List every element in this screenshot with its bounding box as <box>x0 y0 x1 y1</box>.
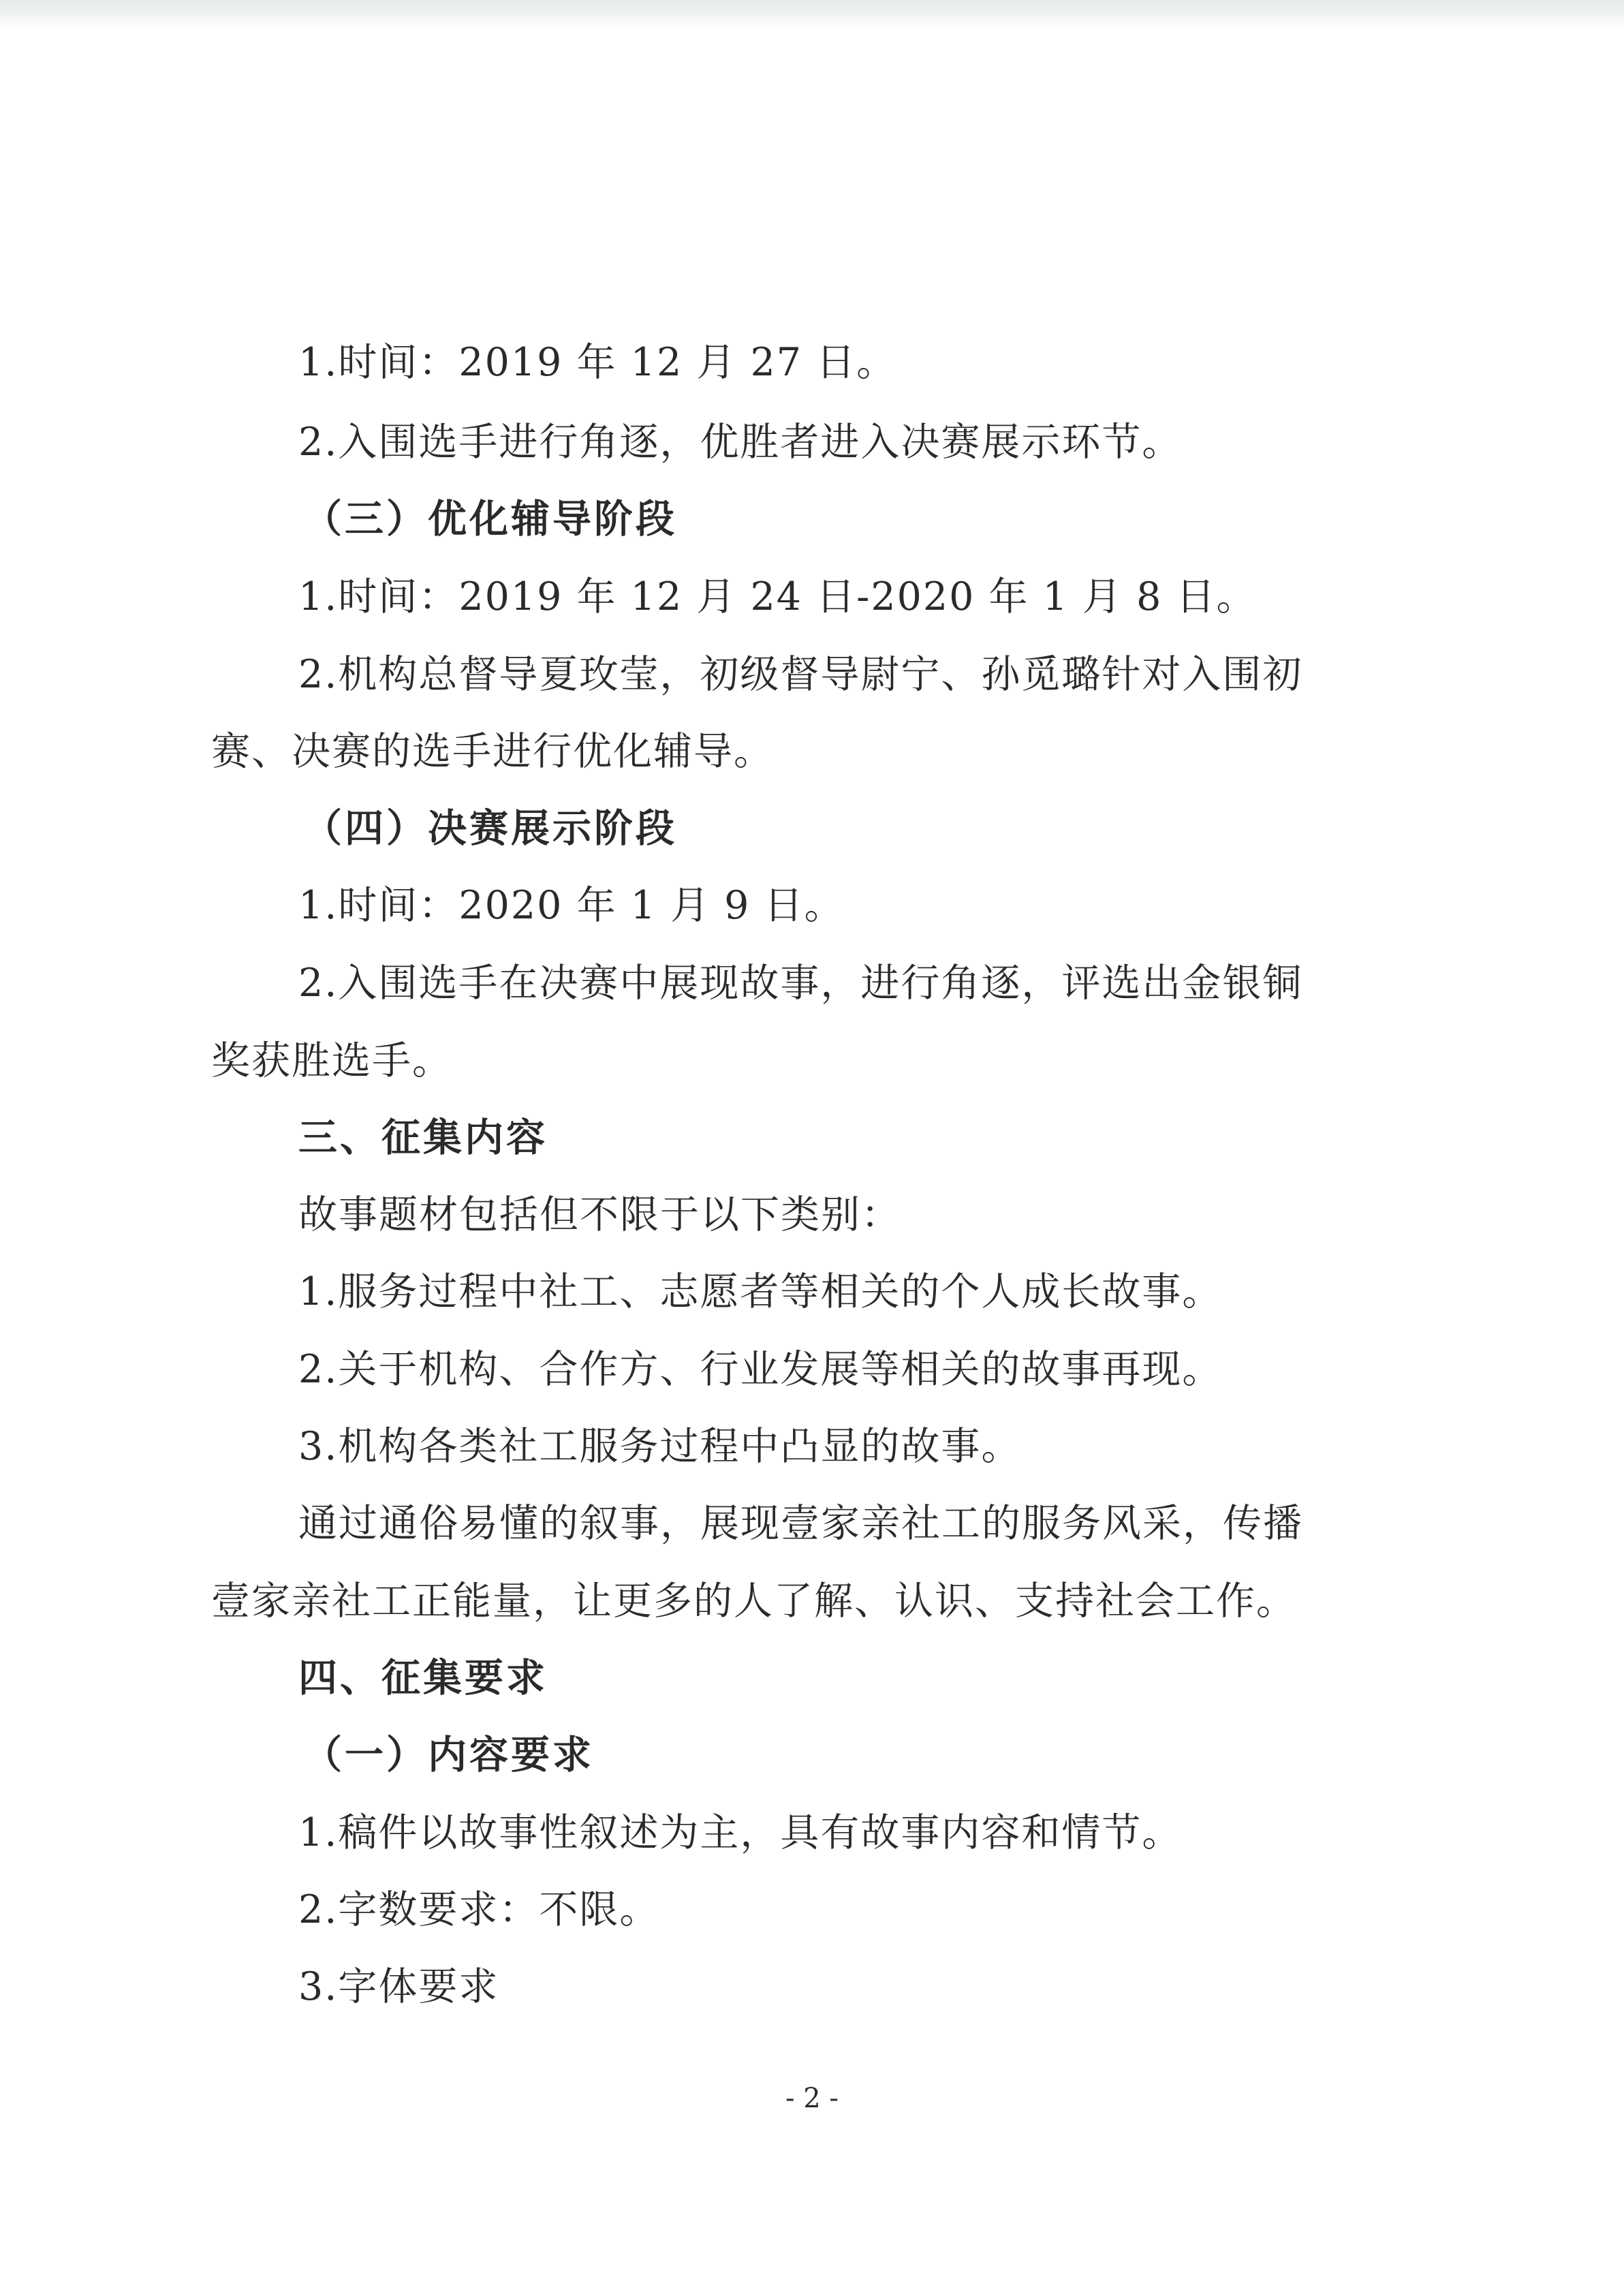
text-line: 3.机构各类社工服务过程中凸显的故事。 <box>298 1424 1022 1469</box>
text-line: 2.入围选手在决赛中展现故事，进行角逐，评选出金银铜 <box>298 961 1303 1006</box>
text-line: 1.时间：2019 年 12 月 24 日-2020 年 1 月 8 日。 <box>298 574 1257 619</box>
section-heading: 四、征集要求 <box>298 1656 548 1701</box>
text-line: 2.机构总督导夏玫莹，初级督导尉宁、孙觅璐针对入围初 <box>298 652 1303 697</box>
text-line: 1.时间：2020 年 1 月 9 日。 <box>298 883 845 928</box>
text-line: 1.稿件以故事性叙述为主，具有故事内容和情节。 <box>298 1810 1183 1855</box>
text-line: 故事题材包括但不限于以下类别： <box>298 1192 901 1237</box>
text-line: 1.时间：2019 年 12 月 27 日。 <box>298 340 897 385</box>
text-line: 2.字数要求：不限。 <box>298 1887 660 1932</box>
section-subheading: （四）决赛展示阶段 <box>303 806 677 851</box>
text-line: 赛、决赛的选手进行优化辅导。 <box>211 729 774 774</box>
text-line: 通过通俗易懂的叙事，展现壹家亲社工的服务风采，传播 <box>298 1501 1303 1546</box>
text-line: 1.服务过程中社工、志愿者等相关的个人成长故事。 <box>298 1269 1223 1314</box>
section-subheading: （一）内容要求 <box>303 1733 594 1778</box>
page-number: - 2 - <box>785 2083 839 2114</box>
text-line: 3.字体要求 <box>298 1964 499 2009</box>
text-line: 2.入围选手进行角逐，优胜者进入决赛展示环节。 <box>298 420 1183 465</box>
text-line: 壹家亲社工正能量，让更多的人了解、认识、支持社会工作。 <box>211 1579 1296 1624</box>
section-heading: 三、征集内容 <box>298 1115 548 1160</box>
section-subheading: （三）优化辅导阶段 <box>303 497 677 542</box>
text-line: 2.关于机构、合作方、行业发展等相关的故事再现。 <box>298 1347 1223 1392</box>
text-line: 奖获胜选手。 <box>211 1038 452 1083</box>
